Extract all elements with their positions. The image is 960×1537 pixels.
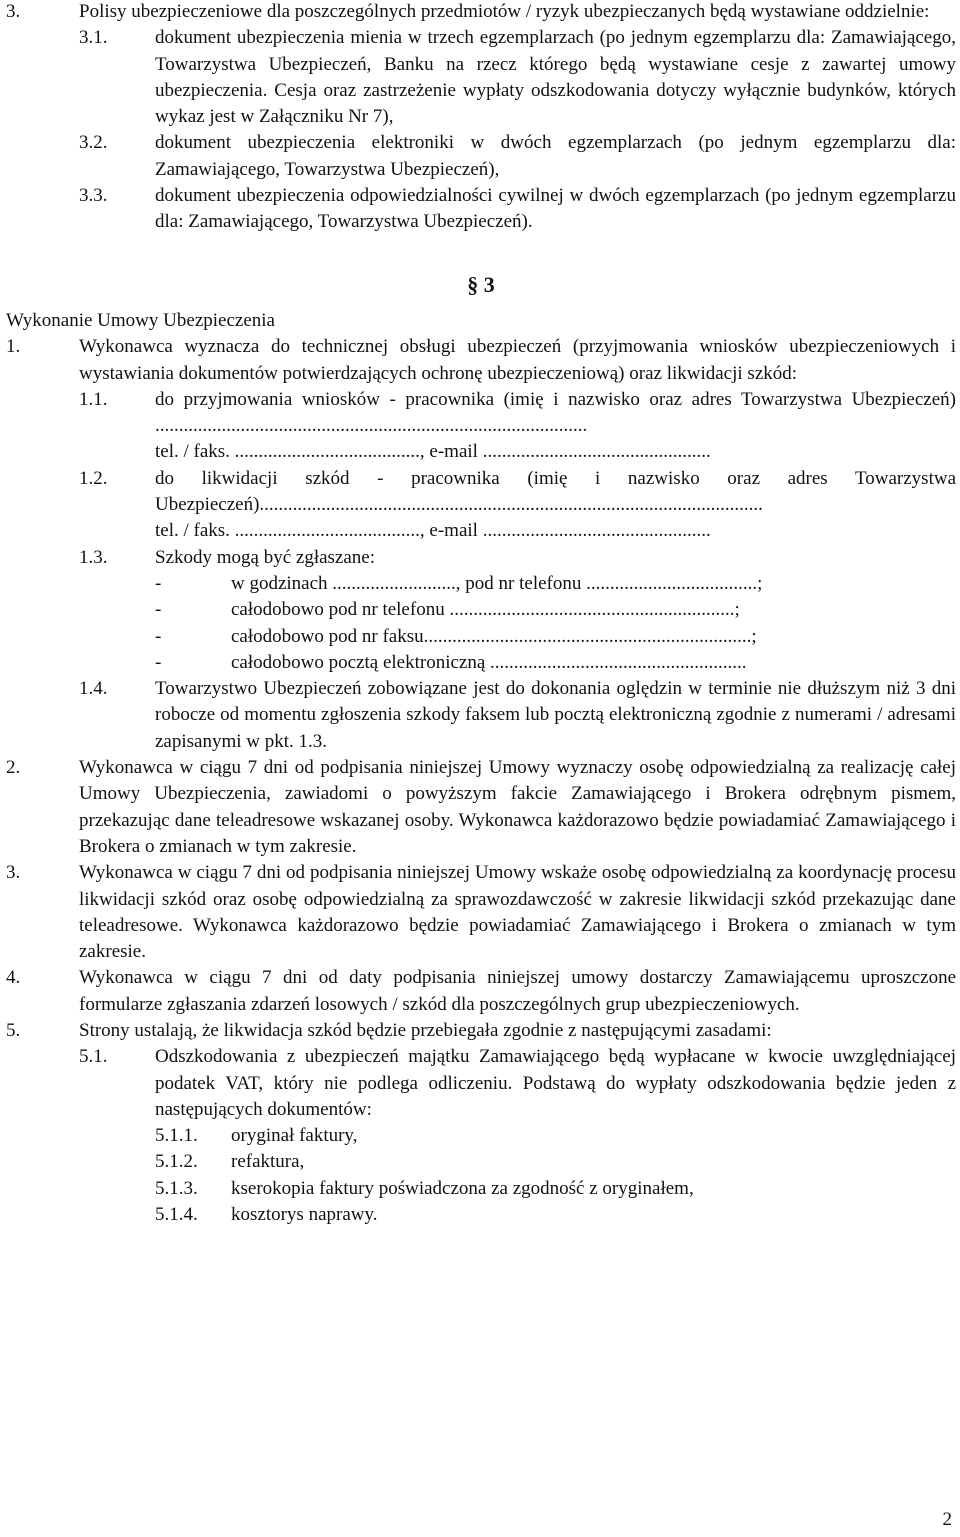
dash-text: w godzinach .........................., pod nr telefonu ....................................; [231,572,763,594]
item-number: 3.3. [79,185,108,207]
contact-line: tel. / faks. ......................................., e-mail ................................................ [155,441,711,463]
sub-item-5-1-4 [6,1202,956,1228]
dash-item [6,650,956,676]
sub-item-number: 5.1.2. [155,1151,198,1173]
list-item-1-1 [6,387,956,466]
item-text: dokument ubezpieczenia odpowiedzialności cywilnej w dwóch egzemplarzach (po jednym egzemplarzu dla: Zamawiającego, Towarzystwa Ubezpieczeń). [155,185,956,233]
item-text: do przyjmowania wniosków - pracownika (imię i nazwisko oraz adres Towarzystwa Ubezpieczeń) ........................................................................................... [155,388,956,437]
document-page [6,0,956,1228]
item-number: 3.1. [79,27,108,49]
paragraph-number: 3. [6,1,21,22]
paragraph-4 [6,965,956,1018]
sub-item-text: oryginał faktury, [231,1125,358,1147]
sub-item-text: kosztorys naprawy. [231,1204,378,1226]
paragraph-3 [6,0,956,25]
list-item-3-2 [6,130,956,183]
item-number: 3.2. [79,132,108,154]
item-text: Towarzystwo Ubezpieczeń zobowiązane jest do dokonania oględzin w terminie nie dłuższym niż 3 dni robocze od momentu zgłoszenia szkody faksem lub pocztą elektroniczną zgodnie z numerami / adresami zapisanymi w pkt. 1.3. [155,678,956,752]
paragraph-text: Wykonawca wyznacza do technicznej obsługi ubezpieczeń (przyjmowania wniosków ubezpieczeniowych i wystawiania dokumentów potwierdzających ochronę ubezpieczeniową) oraz likwidacji szkód: [79,336,956,384]
paragraph-number: 1. [6,336,21,358]
item-number: 1.3. [79,546,108,568]
list-item-1-3 [6,545,956,571]
item-text: Szkody mogą być zgłaszane: [155,546,376,568]
dash-marker: - [155,651,162,673]
dash-marker: - [155,572,162,594]
sub-item-text: refaktura, [231,1151,305,1173]
item-number: 1.2. [79,467,108,489]
paragraph-text: Strony ustalają, że likwidacja szkód będzie przebiegała zgodnie z następującymi zasadami: [79,1019,772,1041]
list-item-1-4 [6,676,956,755]
dash-text: całodobowo pocztą elektroniczną ...................................................... [231,651,747,673]
sub-item-text: kserokopia faktury poświadczona za zgodność z oryginałem, [231,1177,694,1199]
section-title: Wykonanie Umowy Ubezpieczenia [6,309,275,331]
contact-line: tel. / faks. ......................................., e-mail ................................................ [155,520,711,542]
section-mark: § 3 [467,271,495,297]
sub-item-number: 5.1.1. [155,1125,198,1147]
page-number: 2 [942,1508,952,1530]
item-number: 5.1. [79,1046,108,1068]
dash-text: całodobowo pod nr faksu.....................................................................; [231,625,757,647]
paragraph-2 [6,755,956,860]
paragraph-number: 3. [6,862,21,884]
list-item-3-3 [6,183,956,236]
sub-item-5-1-1 [6,1123,956,1149]
paragraph-text: Wykonawca w ciągu 7 dni od daty podpisania niniejszej umowy dostarczy Zamawiającemu uproszczone formularze zgłaszania zdarzeń losowych / szkód dla poszczególnych grup ubezpieczeniowych. [79,967,956,1015]
sub-item-5-1-2 [6,1149,956,1175]
list-item-3-1 [6,25,956,130]
dash-item [6,571,956,597]
dash-item [6,624,956,650]
sub-item-number: 5.1.3. [155,1177,198,1199]
paragraph-text: Wykonawca w ciągu 7 dni od podpisania niniejszej Umowy wyznaczy osobę odpowiedzialną za realizację całej Umowy Ubezpieczenia, zawiadomi o powyższym fakcie Zamawiającego i Brokera odrębnym pismem, przekazując dane teleadresowe wskazanej osoby. Wykonawca każdorazowo będzie powiadamiać Zamawiającego i Brokera o zmianach w tym zakresie. [79,757,956,857]
paragraph-number: 4. [6,967,21,989]
paragraph-1 [6,334,956,387]
paragraph-text: Polisy ubezpieczeniowe dla poszczególnych przedmiotów / ryzyk ubezpieczanych będą wystawiane oddzielnie: [79,1,930,22]
dash-item [6,597,956,623]
sub-item-5-1-3 [6,1176,956,1202]
paragraph-number: 5. [6,1019,21,1041]
dash-marker: - [155,599,162,621]
paragraph-3b [6,860,956,965]
list-item-5-1 [6,1044,956,1123]
item-text: do likwidacji szkód - pracownika (imię i nazwisko oraz adres Towarzystwa Ubezpieczeń).......................................................................................................... [155,467,956,516]
paragraph-5 [6,1018,956,1044]
item-number: 1.4. [79,678,108,700]
item-text: Odszkodowania z ubezpieczeń majątku Zamawiającego będą wypłacane w kwocie uwzględniającej podatek VAT, który nie podlega odliczeniu. Podstawą do wypłaty odszkodowania będzie jeden z następujących dokumentów: [155,1046,956,1120]
item-number: 1.1. [79,388,108,410]
dash-text: całodobowo pod nr telefonu ............................................................; [231,599,740,621]
item-text: dokument ubezpieczenia mienia w trzech egzemplarzach (po jednym egzemplarzu dla: Zamawiającego, Towarzystwa Ubezpieczeń, Banku na rzecz którego będą wystawiane cesje z zawartej umowy ubezpieczenia. Cesja oraz zastrzeżenie wypłaty odszkodowania dotyczy wyłącznie budynków, których wykaz jest w Załączniku Nr 7), [155,27,956,128]
sub-item-number: 5.1.4. [155,1204,198,1226]
paragraph-text: Wykonawca w ciągu 7 dni od podpisania niniejszej Umowy wskaże osobę odpowiedzialną za koordynację procesu likwidacji szkód oraz osobę odpowiedzialną za sprawozdawczość w zakresie likwidacji szkód przekazując dane teleadresowe. Wykonawca każdorazowo będzie powiadamiać Zamawiającego i Brokera o zmianach w tym zakresie. [79,862,956,963]
list-item-1-2 [6,466,956,545]
dash-marker: - [155,625,162,647]
paragraph-number: 2. [6,757,21,779]
item-text: dokument ubezpieczenia elektroniki w dwóch egzemplarzach (po jednym egzemplarzu dla: Zamawiającego, Towarzystwa Ubezpieczeń), [155,132,956,180]
